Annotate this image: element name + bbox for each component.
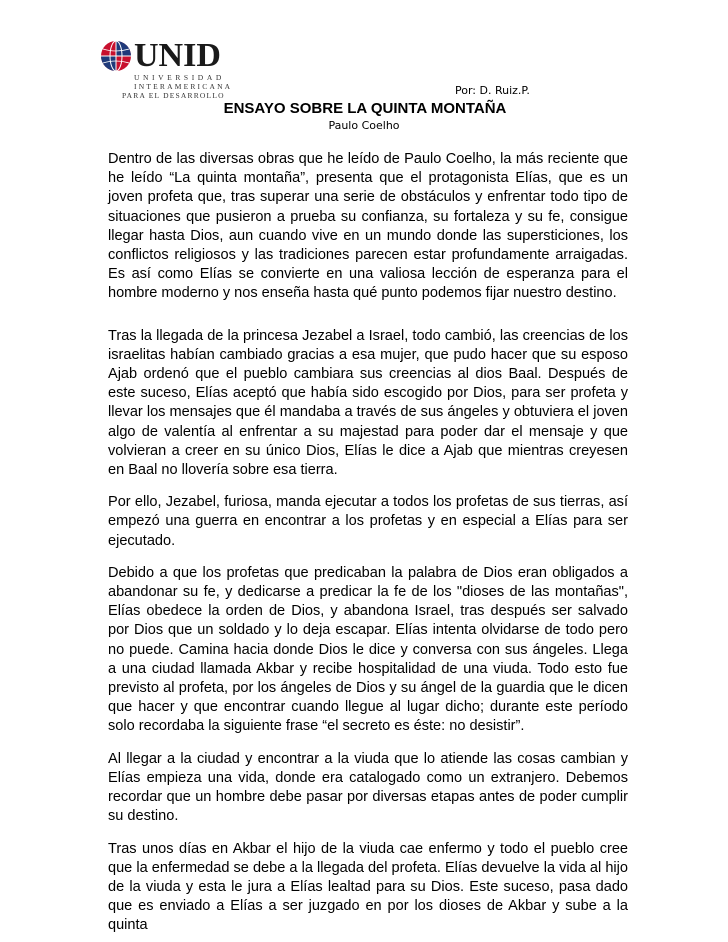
logo-name: UNID — [134, 37, 221, 74]
logo-line-3: PARA EL DESARROLLO — [122, 91, 225, 100]
title-text: ENSAYO SOBRE LA QUINTA MONTAÑA — [223, 100, 507, 117]
document-title — [0, 100, 728, 117]
paragraph: Tras la llegada de la princesa Jezabel a Israel, todo cambió, las creencias de los israelitas habían cambiado gracias a esa mujer, que pudo hacer que su esposo Ajab ordenó que el pueblo cambiara sus creencias al dios Baal. Después de este suceso, Elías aceptó que había sido escogido por Dios, para ser profeta y llevar los mensajes que él mandaba a través de sus ángeles y obtuviera el joven algo de valentía al enfrentar a su majestad para poder dar el mensaje y que volvieran a creer en su único Dios, Elías le dice a Ajab que mientras creyesen en Baal no llovería sobre esa tierra. — [108, 327, 628, 479]
paragraph: Al llegar a la ciudad y encontrar a la viuda que lo atiende las cosas cambian y Elías empieza una vida, donde era catalogado como un extranjero. Debemos recordar que un hombre debe pasar por diversas etapas antes de poder cumplir su destino. — [108, 750, 628, 825]
logo-line-2: INTERAMERICANA — [134, 82, 233, 91]
author-line: Por: D. Ruiz.P. — [455, 84, 530, 97]
logo-line-1: UNIVERSIDAD — [134, 73, 225, 82]
paragraph: Tras unos días en Akbar el hijo de la viuda cae enfermo y todo el pueblo cree que la enfermedad se debe a la llegada del profeta. Elías devuelve la vida al hijo de la viuda y esta le jura a Elías lealtad para su Dios. Este suceso, pasa dado que es enviado a Elías a ser juzgado en por los dioses de Akbar y sube a la quinta — [108, 840, 628, 934]
essay-body — [108, 150, 628, 936]
paragraph: Debido a que los profetas que predicaban la palabra de Dios eran obligados a abandonar su fe, y dedicarse a predicar la fe de los "dioses de las montañas", Elías obedece la orden de Dios, y abandona Israel, tras después ser salvado por Dios que un soldado y lo deja escapar. Elías intenta olvidarse de todo pero no puede. Camina hacia donde Dios le dice y conversa con sus ángeles. Llega a una ciudad llamada Akbar y recibe hospitalidad de una viuda. Todo esto fue previsto al profeta, por los ángeles de Dios y su ángel de la guardia que le dicen que hacer y que encontrar cuando llegue al lugar dicho; durante este período solo recordaba la siguiente frase “el secreto es éste: no desistir”. — [108, 564, 628, 735]
globe-icon — [100, 40, 132, 72]
university-logo — [100, 37, 320, 102]
paragraph: Por ello, Jezabel, furiosa, manda ejecutar a todos los profetas de sus tierras, así empezó una guerra en encontrar a los profetas y en especial a Elías para ser ejecutado. — [108, 494, 628, 549]
paragraph: Dentro de las diversas obras que he leído de Paulo Coelho, la más reciente que he leído “La quinta montaña”, presenta que el protagonista Elías, que es un joven profeta que, tras superar una serie de obstáculos y enfrentar todo tipo de situaciones que pusieron a prueba su confianza, su fortaleza y su fe, consigue llegar hasta Dios, aun cuando vive en un mundo donde las supersticiones, los conflictos religiosos y las tradiciones parecen estar profundamente arraigadas. Es así como Elías se convierte en una valiosa lección de esperanza para el hombre moderno y nos enseña hasta qué punto podemos fijar nuestro destino. — [108, 151, 628, 302]
document-subtitle: Paulo Coelho — [328, 119, 400, 132]
